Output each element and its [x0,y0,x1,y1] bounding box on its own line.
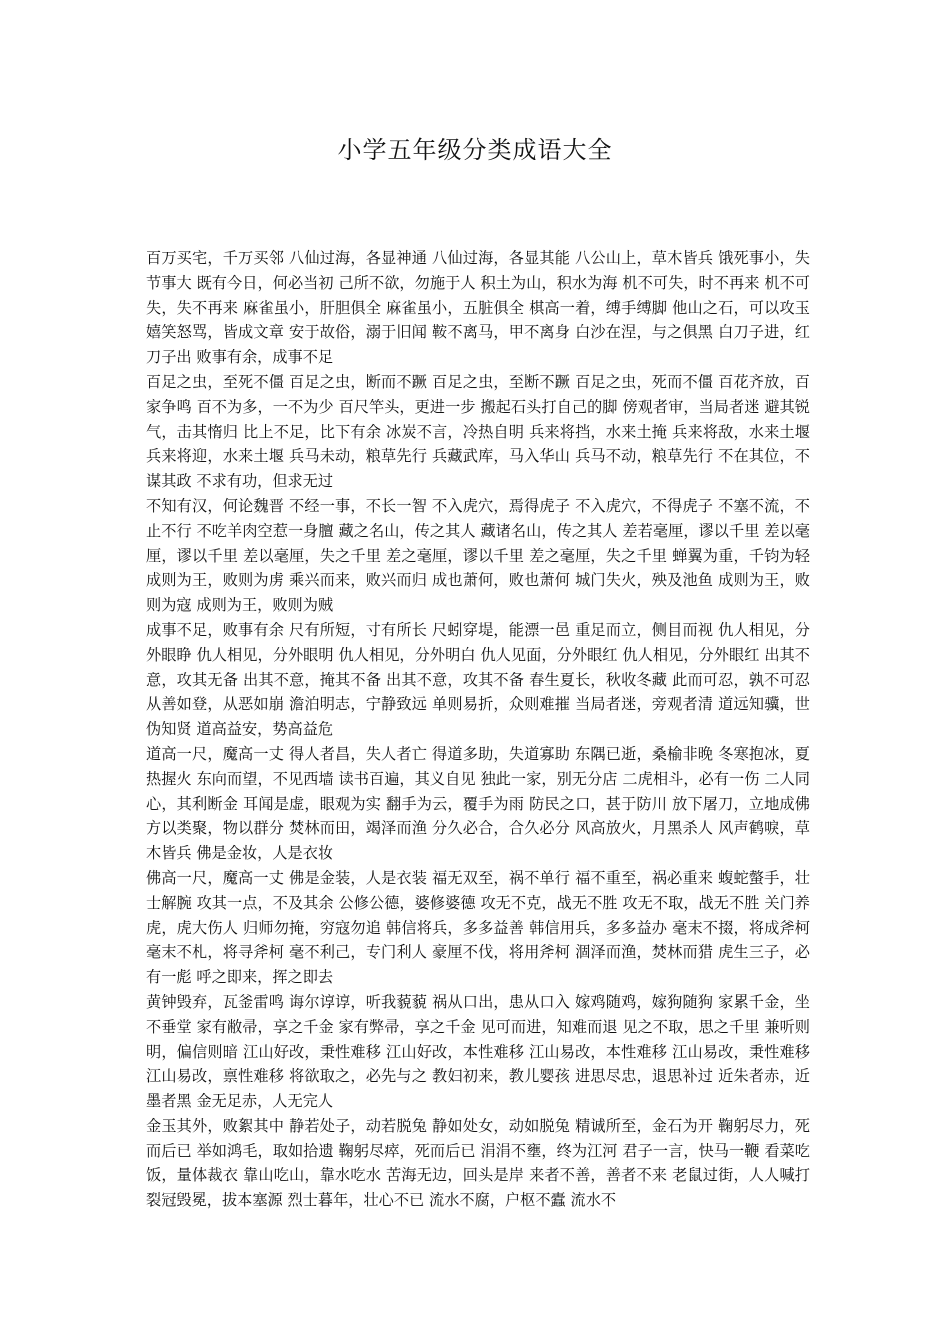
paragraph: 百万买宅，千万买邻 八仙过海，各显神通 八仙过海，各显其能 八公山上，草木皆兵 饿死事小，失节事大 既有今日，何必当初 己所不欲，勿施于人 积土为山，积水为海 机不可失，时不再来 机不可失，失不再来 麻雀虽小，肝胆俱全 麻雀虽小，五脏俱全 棋高一着，缚手缚脚 他山之石，可以攻玉 嬉笑怒骂，皆成文章 安于故俗，溺于旧闻 鞍不离马，甲不离身 白沙在涅，与之俱黑 白刀子进，红刀子出 败事有余，成事不足 [146,249,810,367]
paragraph: 成事不足，败事有余 尺有所短，寸有所长 尺蚓穿堤，能漂一邑 重足而立，侧目而视 仇人相见，分外眼睁 仇人相见，分外眼明 仇人相见，分外明白 仇人见面，分外眼红 仇人相见，分外眼红 出其不意，攻其无备 出其不意，掩其不备 出其不意，攻其不备 春生夏长，秋收冬藏 此而可忍，孰不可忍 从善如登，从恶如崩 澹泊明志，宁静致远 单则易折，众则难摧 当局者迷，旁观者清 道远知骥，世伪知贤 道高益安，势高益危 [146,620,810,739]
paragraph: 道高一尺，魔高一丈 得人者昌，失人者亡 得道多助，失道寡助 东隅已逝，桑榆非晚 冬寒抱冰，夏热握火 东向而望，不见西墙 读书百遍，其义自见 独此一家，别无分店 二虎相斗，必有一伤 二人同心，其利断金 耳闻是虚，眼观为实 翻手为云，覆手为雨 防民之口，甚于防川 放下屠刀，立地成佛 方以类聚，物以群分 焚林而田，竭泽而渔 分久必合，合久必分 风高放火，月黑杀人 风声鹤唳，草木皆兵 佛是金妆，人是衣妆 [146,744,810,863]
paragraph: 百足之虫，至死不僵 百足之虫，断而不蹶 百足之虫，至断不蹶 百足之虫，死而不僵 百花齐放，百家争鸣 百不为多，一不为少 百尺竿头，更进一步 搬起石头打自己的脚 傍观者审，当局者迷 避其锐气，击其惰归 比上不足，比下有余 冰炭不言，冷热自明 兵来将挡，水来土掩 兵来将敌，水来土堰 兵来将迎，水来土堰 兵马未动，粮草先行 兵藏武库，马入华山 兵马不动，粮草先行 不在其位，不谋其政 不求有功，但求无过 [146,372,810,491]
document-body [146,246,810,1213]
paragraph: 不知有汉，何论魏晋 不经一事，不长一智 不入虎穴，焉得虎子 不入虎穴，不得虎子 不塞不流，不止不行 不吃羊肉空惹一身膻 藏之名山，传之其人 藏诸名山，传之其人 差若毫厘，谬以千里 差以毫厘，谬以千里 差以毫厘，失之千里 差之毫厘，谬以千里 差之毫厘，失之千里 蝉翼为重，千钧为轻 成则为王，败则为虏 乘兴而来，败兴而归 成也萧何，败也萧何 城门失火，殃及池鱼 成则为王，败则为寇 成则为王，败则为贼 [146,496,810,615]
paragraph: 佛高一尺，魔高一丈 佛是金装，人是衣装 福无双至，祸不单行 福不重至，祸必重来 蝮蛇螫手，壮士解腕 攻其一点，不及其余 公修公德，婆修婆德 攻无不克，战无不胜 攻无不取，战无不胜 关门养虎，虎大伤人 归师勿掩，穷寇勿追 韩信将兵，多多益善 韩信用兵，多多益办 毫末不掇，将成斧柯 毫末不札，将寻斧柯 毫不利己，专门利人 豪厘不伐，将用斧柯 涸泽而渔，焚林而猎 虎生三子，必有一彪 呼之即来，挥之即去 [146,868,810,987]
paragraph: 黄钟毁弃，瓦釜雷鸣 诲尔谆谆，听我藐藐 祸从口出，患从口入 嫁鸡随鸡，嫁狗随狗 家累千金，坐不垂堂 家有敝帚，享之千金 家有弊帚，享之千金 见可而进，知难而退 见之不取，思之千里 兼听则明，偏信则暗 江山好改，秉性难移 江山好改，本性难移 江山易改，本性难移 江山易改，秉性难移 江山易改，禀性难移 将欲取之，必先与之 教妇初来，教儿婴孩 进思尽忠，退思补过 近朱者赤，近墨者黑 金无足赤，人无完人 [146,992,810,1111]
paragraph: 金玉其外，败絮其中 静若处子，动若脱兔 静如处女，动如脱兔 精诚所至，金石为开 鞠躬尽力，死而后已 举如鸿毛，取如拾遗 鞠躬尽瘁，死而后已 涓涓不壅，终为江河 君子一言，快马一鞭 看菜吃饭，量体裁衣 靠山吃山，靠水吃水 苦海无边，回头是岸 来者不善，善者不来 老鼠过街，人人喊打 裂冠毁冕，拔本塞源 烈士暮年，壮心不已 流水不腐，户枢不蠹 流水不 [146,1116,810,1210]
document-title: 小学五年级分类成语大全 [337,136,613,164]
